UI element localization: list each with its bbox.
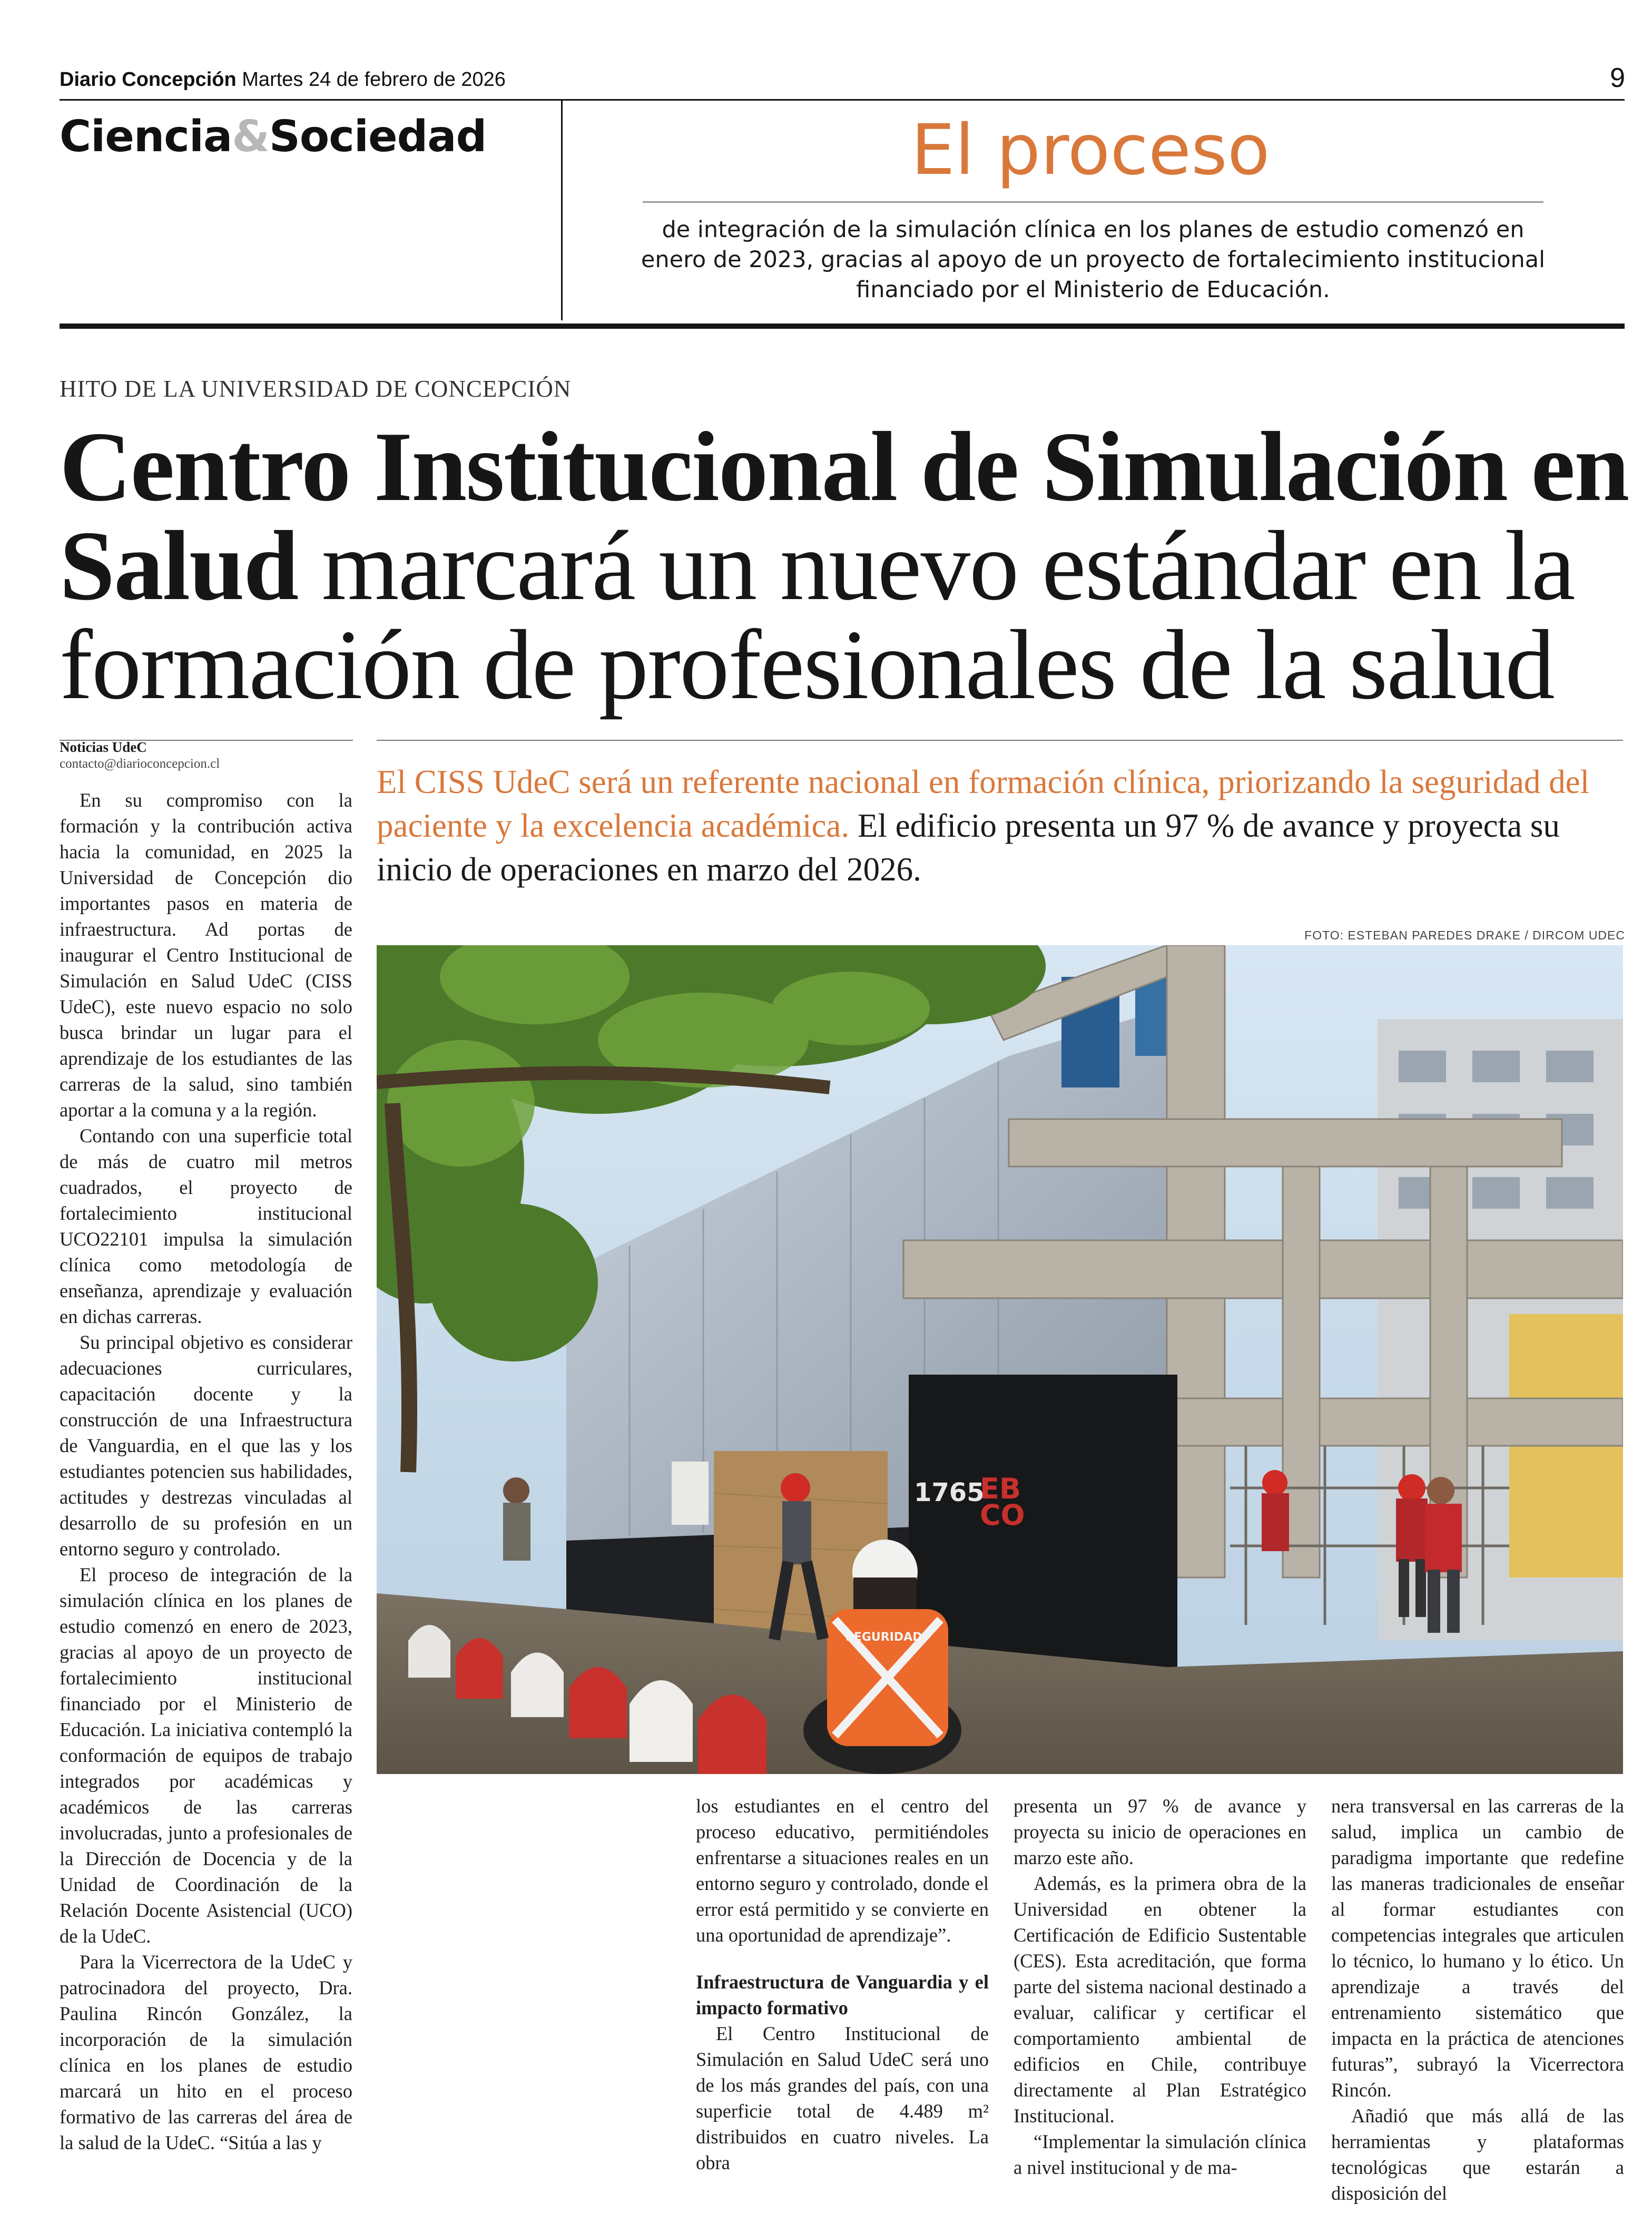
photo-credit: FOTO: ESTEBAN PAREDES DRAKE / DIRCOM UDEC (1304, 928, 1625, 942)
article-column-2 (696, 1793, 989, 2176)
col2-paragraph: los estudiantes en el centro del proceso educativo, permitiéndoles enfrentarse a situaciones reales en un entorno seguro y controlado, donde el error está permitido y se convierte en una oportunidad de aprendizaje”. (696, 1795, 989, 1946)
callout-title: El proceso (911, 110, 1270, 191)
page-number: 9 (1610, 63, 1625, 93)
construction-photo (377, 945, 1623, 1774)
col3-paragraph: Además, es la primera obra de la Universidad en obtener la Certificación de Edificio Sustentable (CES). Esta acreditación, que forma parte del sistema nacional destinado a evaluar, calificar y certificar el comportamiento ambiental de edificios en Chile, contribuye directamente al Plan Estratégico Institucional. (1014, 1873, 1306, 2127)
header-divider (561, 100, 563, 320)
col2-paragraph: El Centro Institucional de Simulación en Salud UdeC será uno de los más grandes del país, con una superficie total de 4.489 m² distribuidos en cuatro niveles. La obra (696, 2023, 989, 2173)
col3-paragraph: presenta un 97 % de avance y proyecta su inicio de operaciones en marzo este año. (1014, 1795, 1306, 1868)
photo-sign-number: 1765 (914, 1478, 985, 1507)
section-name-a: Ciencia (60, 112, 232, 162)
col1-paragraph: El proceso de integración de la simulación clínica en los planes de estudio comenzó en enero de 2023, gracias al apoyo de un proyecto de fortalecimiento institucional financiado por el Ministerio de Educación. La iniciativa contempló la conformación de equipos de trabajo integrados por académicas y académicos de las carreras involucradas, junto a profesionales de la Dirección de Docencia y de la Unidad de Coordinación de la Relación Docente Asistencial (UCO) de la UdeC. (60, 1564, 352, 1947)
vest-label: SEGURIDAD (845, 1631, 922, 1644)
subheading: Infraestructura de Vanguardia y el impacto formativo (696, 1971, 989, 2019)
byline-name: Noticias UdeC (60, 739, 147, 755)
byline-email: contacto@diarioconcepcion.cl (60, 757, 220, 771)
header-bottom-rule (60, 324, 1625, 329)
section-ampersand: & (232, 112, 269, 162)
callout-text: de integración de la simulación clínica en los planes de estudio comenzó en enero de 2023, gracias al apoyo de un proyecto de fortalecimiento institucional financiado por el Ministerio de Educación. (641, 217, 1546, 303)
headline (60, 411, 1635, 720)
article-column-1 (60, 787, 352, 2155)
masthead (60, 68, 506, 91)
callout-rule (643, 201, 1543, 203)
col3-paragraph: “Implementar la simulación clínica a nivel institucional y de ma- (1014, 2131, 1306, 2178)
col1-paragraph: Contando con una superficie total de más de cuatro mil metros cuadrados, el proyecto de fortalecimiento institucional UCO22101 impulsa la simulación clínica como metodología de enseñanza, aprendizaje y evaluación en dichas carreras. (60, 1125, 352, 1327)
summary-rest: El edificio presenta un 97 % de avance y proyecta su inicio de operaciones en marzo del 2026. (377, 807, 1560, 888)
col4-paragraph: nera transversal en las carreras de la salud, implica un cambio de paradigma importante que redefine las maneras tradicionales de enseñar al formar estudiantes con competencias integrales que articulen lo técnico, lo humano y lo ético. Un aprendizaje a través del entrenamiento sistemático que impacta en la práctica de atenciones futuras”, subrayó la Vicerrectora Rincón. (1331, 1795, 1624, 2101)
article-column-4 (1331, 1793, 1624, 2206)
section-title (60, 112, 486, 162)
issue-date: Martes 24 de febrero de 2026 (242, 68, 506, 91)
kicker: HITO DE LA UNIVERSIDAD DE CONCEPCIÓN (60, 376, 572, 402)
summary (377, 760, 1630, 891)
paper-name: Diario Concepción (60, 68, 237, 91)
summary-highlight: El CISS UdeC será un referente nacional en formación clínica, priorizando la seguridad del paciente y la excelencia académica. (377, 763, 1590, 844)
col1-paragraph: En su compromiso con la formación y la contribución activa hacia la comunidad, en 2025 la Universidad de Concepción dio importantes pasos en materia de infraestructura. Ad portas de inaugurar el Centro Institucional de Simulación en Salud UdeC (CISS UdeC), este nuevo espacio no solo busca brindar un lugar para el aprendizaje de los estudiantes de las carreras de la salud, sino también aportar a la comuna y a la región. (60, 789, 352, 1121)
col4-paragraph: Añadió que más allá de las herramientas y plataformas tecnológicas que estarán a disposición del (1331, 2105, 1624, 2204)
col1-paragraph: Su principal objetivo es considerar adecuaciones curriculares, capacitación docente y la construcción de una Infraestructura de Vanguardia, en el que las y los estudiantes potencien sus habilidades, actitudes y destrezas vinculadas al desarrollo de su profesión en un entorno seguro y controlado. (60, 1331, 352, 1560)
headline-bold: Centro Institucional de Simulación en Salud (60, 411, 1629, 621)
summary-rule (377, 740, 1623, 741)
svg-text:EB: EB (980, 1472, 1021, 1505)
col1-paragraph: Para la Vicerrectora de la UdeC y patrocinadora del proyecto, Dra. Paulina Rincón González, la incorporación de la simulación clínica en los planes de estudio marcará un hito en el proceso formativo de las carreras del área de la salud de la UdeC. “Sitúa a las y (60, 1951, 352, 2153)
header-rule (60, 99, 1625, 101)
article-column-3 (1014, 1793, 1306, 2180)
svg-text:CO: CO (980, 1498, 1025, 1532)
headline-rest: marcará un nuevo estándar en la formación de profesionales de la salud (60, 511, 1575, 720)
section-name-b: Sociedad (269, 112, 487, 162)
